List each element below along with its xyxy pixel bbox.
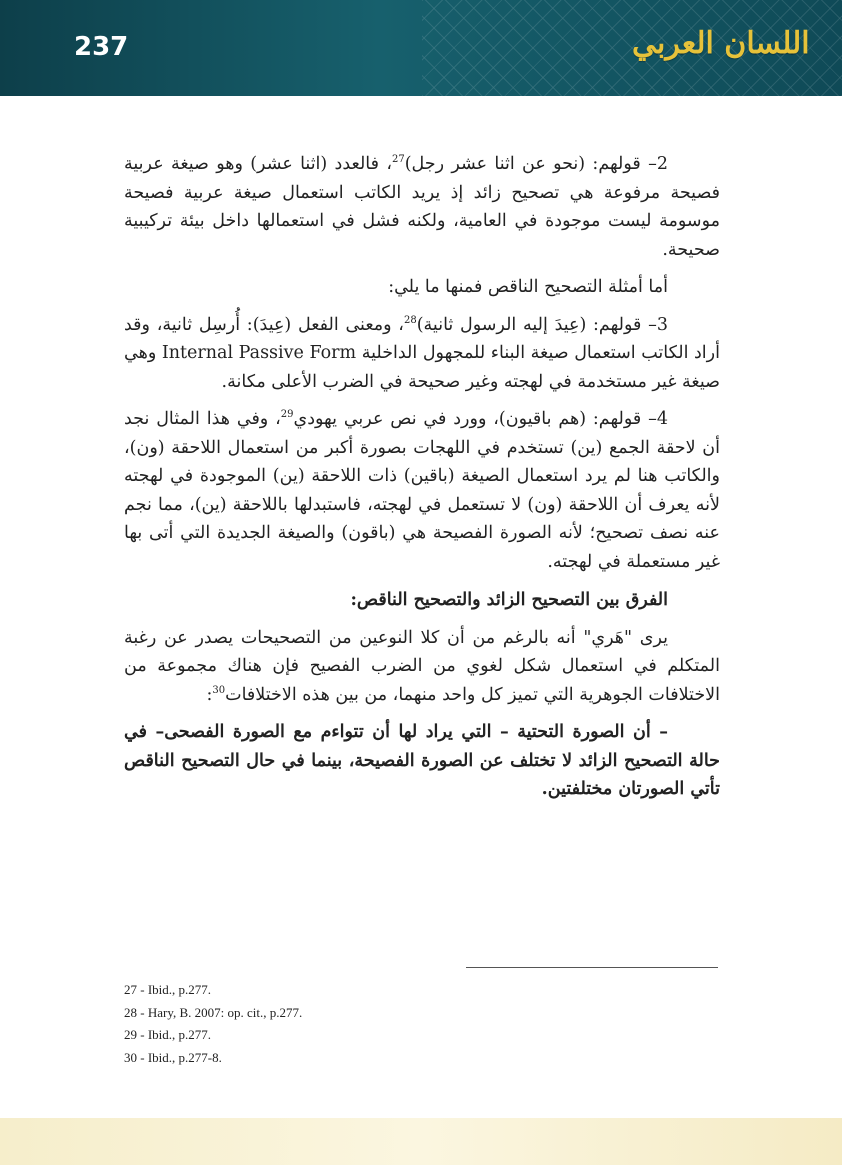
footnote-27: 27 - Ibid., p.277. [124,982,212,997]
footnote-29: 29 - Ibid., p.277. [124,1027,212,1042]
page-footer-band [0,1118,842,1165]
section-heading: الفرق بين التصحيح الزائد والتصحيح الناقص: [350,590,668,610]
footnote-ref-29[interactable]: 29 [280,409,294,421]
paragraph-example-3: 3– قولهم: (عِيدَ إليه الرسول ثانية)$^{28}$، ومعنى الفعل (عِيدَ): أُرسِل ثانية، وقد أراد الكاتب استعمال صيغة البناء للمجهول الداخلية Internal Passive Form وهي صيغة غير مستخدمة في لهجته وغير صحيحة في الضرب الأعلى مكانة. [124,314,720,392]
article-body [124,150,720,804]
footnotes [124,982,524,1072]
paragraph-hary: يرى "هَري" أنه بالرغم من أن كلا النوعين من التصحيحات يصدر عن رغبة المتكلم في استعمال شكل لغوي من الضرب الفصيح فإن هناك مجموعة من الاختلافات الجوهرية التي تميز كل واحد منهما، من بين هذه الاختلافات$^{30}$: [124,627,720,705]
footnote-ref-28[interactable]: 28 [403,314,417,326]
page-header [0,0,842,96]
paragraph-example-4: 4– قولهم: (هم باقيون)، وورد في نص عربي يهودي$^{29}$، وفي هذا المثال نجد أن لاحقة الجمع (ين) تستخدم في اللهجات بصورة أكبر من استعمال اللاحقة (ون)، والكاتب هنا لم يرد استعمال الصيغة (باقين) ذات اللاحقة (ين) الموجودة في لهجته لأنه يعرف أن اللاحقة (ون) لا تستعمل في لهجته، فاستبدلها باللاحقة (ين)، مما نجم عنه نصف تصحيح؛ لأنه الصورة الفصيحة هي (باقون) والصيغة الجديدة التي أتى بها غير مستعملة في لهجته. [124,409,720,572]
footnote-30: 30 - Ibid., p.277-8. [124,1049,222,1065]
paragraph-example-2: 2– قولهم: (نحو عن اثنا عشر رجل)$^{27}$، فالعدد (اثنا عشر) وهو صيغة عربية فصيحة مرفوعة هي تصحيح زائد إذ يريد الكاتب استعمال صيغة عربية فصيحة موسومة ليست موجودة في العامية، ولكنه فشل في استعمالها داخل بيئة تركيبية صحيحة. [124,154,720,260]
footnote-ref-27[interactable]: 27 [391,154,405,166]
journal-logo: اللسان العربي [632,26,810,61]
paragraph-deficient-intro: أما أمثلة التصحيح الناقص فمنها ما يلي: [388,277,668,297]
footnote-28: 28 - Hary, B. 2007: op. cit., p.277. [124,1004,303,1020]
page-number: 237 [74,32,129,62]
paragraph-bold-point: – أن الصورة التحتية – التي يراد لها أن تتواءم مع الصورة الفصحى– في حالة التصحيح الزائد لا تختلف عن الصورة الفصيحة، بينما في حال التصحيح الناقص تأتي الصورتان مختلفتين. [124,722,720,799]
footnote-ref-30[interactable]: 30 [212,684,226,696]
footnote-divider [466,967,718,968]
